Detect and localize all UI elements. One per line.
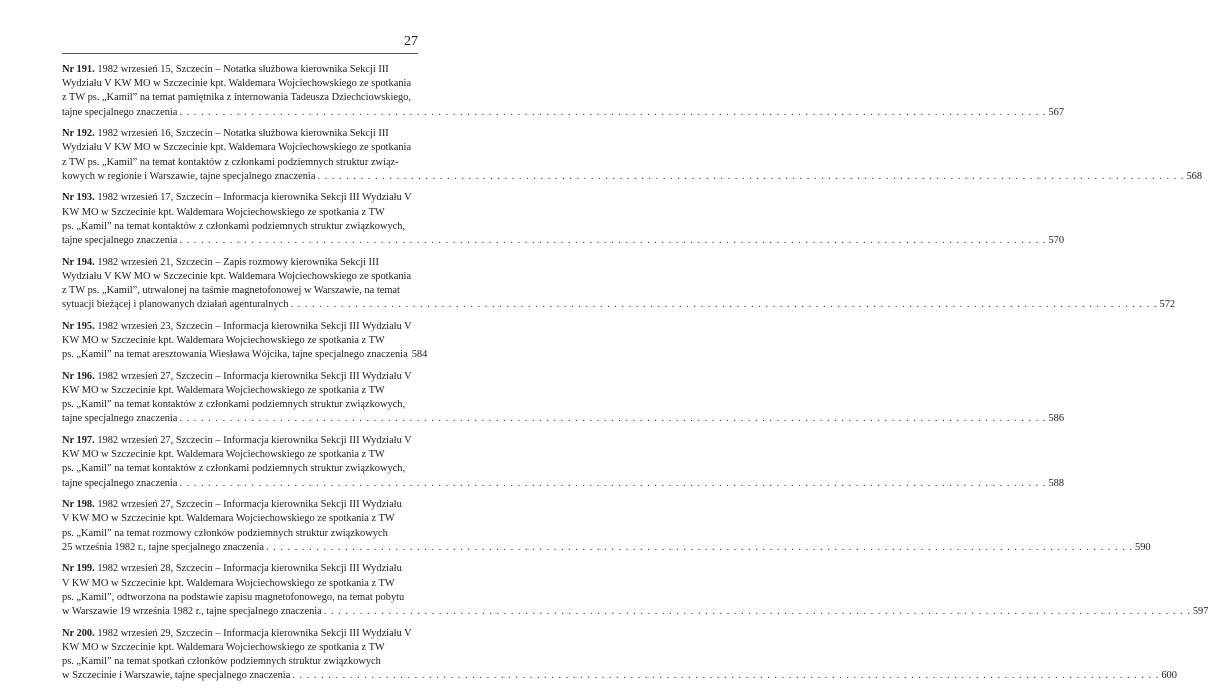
dot-leader: . . . . . . . . . . . . . . . . . . . . . . . . . . . . . . . . . . . . . . . . . . . . . . . . . . . . . . . . . . . . . . . . . . . . . . . . . . . . . . . . . . . . . . . . . . . . . . . . . . . . . . . . . . . . . . . . . . . . . . . . . (290, 299, 1158, 311)
toc-entry-text: w Szczecinie i Warszawie, tajne specjalnego znaczenia (62, 670, 291, 682)
toc-entry-text: ps. „Kamil” na temat kontaktów z członkami podziemnych struktur związkowych, (62, 399, 406, 411)
toc-entry-line (62, 591, 418, 605)
toc-entry-text: ps. „Kamil” na temat kontaktów z członkami podziemnych struktur związkowych, (62, 463, 406, 475)
toc-entry-text: V KW MO w Szczecinie kpt. Waldemara Wojciechowskiego ze spotkania z TW (62, 513, 395, 525)
toc-entry-text: Wydziału V KW MO w Szczecinie kpt. Waldemara Wojciechowskiego ze spotkania (62, 142, 412, 154)
dot-leader: . . . . . . . . . . . . . . . . . . . . . . . . . . . . . . . . . . . . . . . . . . . . . . . . . . . . . . . . . . . . . . . . . . . . . . . . . . . . . . . . . . . . . . . . . . . . . . . . . . . . . . . . . . . . . . . . . . . . . . . . . (179, 106, 1047, 118)
toc-page-number: 590 (1135, 541, 1151, 553)
toc-entry-text: z TW ps. „Kamil” na temat kontaktów z członkami podziemnych struktur związ- (62, 156, 399, 168)
toc-entry-text: ps. „Kamil”, odtworzona na podstawie zapisu magnetofonowego, na temat pobytu (62, 591, 405, 603)
document-number: Nr 195. (62, 320, 95, 332)
toc-entry-line (62, 562, 418, 576)
toc-entry-text: ps. „Kamil” na temat aresztowania Wiesława Wójcika, tajne specjalnego znaczenia (62, 349, 408, 361)
toc-entry-last-line (62, 605, 1208, 619)
page-number: 27 (404, 34, 418, 49)
toc-entry-text: w Warszawie 19 września 1982 r., tajne specjalnego znaczenia (62, 606, 322, 618)
toc-entry-text: 1982 wrzesień 17, Szczecin – Informacja kierownika Sekcji III Wydziału V (97, 192, 412, 204)
toc-entry-line (62, 334, 418, 348)
document-number: Nr 200. (62, 627, 95, 639)
toc-entry-text: ps. „Kamil” na temat rozmowy członków podziemnych struktur związkowych (62, 527, 388, 539)
dot-leader: . . . . . . . . . . . . . . . . . . . . . . . . . . . . . . . . . . . . . . . . . . . . . . . . . . . . . . . . . . . . . . . . . . . . . . . . . . . . . . . . . . . . . . . . . . . . . . . . . . . . . . . . . . . . . . . . . . . . . . . . . (265, 541, 1133, 553)
toc-entry-line (62, 512, 418, 526)
toc-entry-text: 1982 wrzesień 21, Szczecin – Zapis rozmowy kierownika Sekcji III (97, 256, 379, 268)
toc-entry-line (62, 191, 418, 205)
document-number: Nr 197. (62, 435, 95, 447)
dot-leader: . . . . . . . . . . . . . . . . . . . . . . . . . . . . . . . . . . . . . . . . . . . . . . . . . . . . . . . . . . . . . . . . . . . . . . . . . . . . . . . . . . . . . . . . . . . . . . . . . . . . . . . . . . . . . . . . . . . . . . . . . (317, 170, 1185, 182)
toc-entry (62, 562, 1208, 619)
toc-entry-last-line (62, 170, 1203, 184)
toc-entry-text: tajne specjalnego znaczenia (62, 477, 178, 489)
toc-entry-line (62, 448, 418, 462)
document-number: Nr 191. (62, 64, 95, 75)
toc-page-number: 586 (1048, 413, 1065, 425)
toc-entry-line (62, 655, 418, 669)
toc-entry-line (62, 434, 418, 448)
dot-leader: . . . . . . . . . . . . . . . . . . . . . . . . . . . . . . . . . . . . . . . . . . . . . . . . . . . . . . . . . . . . . . . . . . . . . . . . . . . . . . . . . . . . . . . . . . . . . . . . . . . . . . . . . . . . . . . . . . . . . . . . . (179, 413, 1047, 425)
toc-entry-line (62, 384, 418, 398)
toc-entry-text: KW MO w Szczecinie kpt. Waldemara Wojciechowskiego ze spotkania z TW (62, 641, 385, 653)
toc-entry-last-line (62, 298, 1176, 312)
toc-page-number: 568 (1186, 170, 1203, 182)
toc-entry-line (62, 627, 418, 641)
toc-entry-line (62, 91, 418, 105)
toc-entry-text: 1982 wrzesień 16, Szczecin – Notatka służbowa kierownika Sekcji III (97, 128, 389, 140)
toc-entry-line (62, 641, 418, 655)
toc-entry-line (62, 498, 418, 512)
toc-entry-last-line (62, 348, 428, 362)
document-number: Nr 196. (62, 370, 95, 382)
document-number: Nr 194. (62, 256, 95, 268)
document-number: Nr 199. (62, 563, 95, 575)
toc-page-number: 584 (411, 349, 428, 361)
toc-entry-text: KW MO w Szczecinie kpt. Waldemara Wojciechowskiego ze spotkania z TW (62, 206, 385, 218)
document-number: Nr 192. (62, 128, 95, 140)
toc-entry-text: 1982 wrzesień 23, Szczecin – Informacja kierownika Sekcji III Wydziału V (97, 320, 412, 332)
toc-entry (62, 256, 1176, 313)
header-rule (62, 53, 418, 54)
toc-entry-line (62, 156, 418, 170)
toc-entry-line (62, 206, 418, 220)
toc-entry-last-line (62, 234, 1065, 248)
dot-leader: . . . . . . . . . . . . . . . . . . . . . . . . . . . . . . . . . . . . . . . . . . . . . . . . . . . . . . . . . . . . . . . . . . . . . . . . . . . . . . . . . . . . . . . . . . . . . . . . . . . . . . . . . . . . . . . . . . . . . . . . . (323, 606, 1191, 618)
toc-entry-line (62, 127, 418, 141)
toc-entry-text: z TW ps. „Kamil”, utrwalonej na taśmie magnetofonowej w Warszawie, na temat (62, 285, 400, 297)
toc-entry-line (62, 527, 418, 541)
toc-entry-last-line (62, 412, 1065, 426)
toc-entry-last-line (62, 106, 1065, 120)
toc-entry-text: 1982 wrzesień 15, Szczecin – Notatka służbowa kierownika Sekcji III (97, 64, 389, 75)
toc-entry-text: tajne specjalnego znaczenia (62, 235, 178, 247)
table-of-contents (62, 63, 1208, 691)
toc-entry-text: KW MO w Szczecinie kpt. Waldemara Wojciechowskiego ze spotkania z TW (62, 449, 385, 461)
toc-entry-line (62, 370, 418, 384)
toc-entry-text: KW MO w Szczecinie kpt. Waldemara Wojciechowskiego ze spotkania z TW (62, 335, 385, 347)
toc-entry-text: 1982 wrzesień 29, Szczecin – Informacja kierownika Sekcji III Wydziału V (97, 627, 412, 639)
toc-entry-line (62, 462, 418, 476)
document-number: Nr 198. (62, 499, 95, 511)
toc-entry-text: 25 września 1982 r., tajne specjalnego znaczenia (62, 541, 264, 553)
toc-entry-text: z TW ps. „Kamil” na temat pamiętnika z internowania Tadeusza Dziechciowskiego, (62, 92, 411, 104)
toc-entry-text: 1982 wrzesień 27, Szczecin – Informacja kierownika Sekcji III Wydziału V (97, 435, 412, 447)
toc-entry-text: tajne specjalnego znaczenia (62, 106, 178, 118)
toc-entry-text: tajne specjalnego znaczenia (62, 413, 178, 425)
toc-page-number: 570 (1048, 235, 1065, 247)
toc-entry-line (62, 63, 418, 77)
toc-page-number: 597 (1192, 606, 1208, 618)
dot-leader: . . . . . . . . . . . . . . . . . . . . . . . . . . . . . . . . . . . . . . . . . . . . . . . . . . . . . . . . . . . . . . . . . . . . . . . . . . . . . . . . . . . . . . . . . . . . . . . . . . . . . . . . . . . . . . . . . . . . . . . . . (292, 670, 1160, 682)
toc-page-number: 588 (1048, 477, 1065, 489)
toc-page-number: 600 (1161, 670, 1177, 682)
toc-entry-last-line (62, 669, 1177, 683)
toc-entry-line (62, 284, 418, 298)
toc-entry-line (62, 270, 418, 284)
toc-page-number: 572 (1159, 299, 1176, 311)
toc-entry-text: Wydziału V KW MO w Szczecinie kpt. Waldemara Wojciechowskiego ze spotkania (62, 78, 412, 90)
toc-entry (62, 370, 1065, 427)
document-number: Nr 193. (62, 192, 95, 204)
toc-entry-text: 1982 wrzesień 28, Szczecin – Informacja kierownika Sekcji III Wydziału (97, 563, 402, 575)
toc-entry (62, 320, 428, 363)
toc-entry (62, 498, 1151, 555)
dot-leader: . . . . . . . . . . . . . . . . . . . . . . . . . . . . . . . . . . . . . . . . . . . . . . . . . . . . . . . . . . . . . . . . . . . . . . . . . . . . . . . . . . . . . . . . . . . . . . . . . . . . . . . . . . . . . . . . . . . . . . . . . (179, 477, 1047, 489)
toc-entry-line (62, 577, 418, 591)
toc-entry-text: ps. „Kamil” na temat kontaktów z członkami podziemnych struktur związkowych, (62, 220, 406, 232)
toc-entry-line (62, 220, 418, 234)
toc-entry-text: V KW MO w Szczecinie kpt. Waldemara Wojciechowskiego ze spotkania z TW (62, 577, 395, 589)
toc-entry-text: Wydziału V KW MO w Szczecinie kpt. Waldemara Wojciechowskiego ze spotkania (62, 270, 412, 282)
toc-entry-last-line (62, 477, 1065, 491)
toc-entry (62, 191, 1065, 248)
toc-entry (62, 434, 1065, 491)
toc-entry-line (62, 320, 418, 334)
toc-entry-line (62, 398, 418, 412)
toc-entry-text: sytuacji bieżącej i planowanych działań agenturalnych (62, 299, 289, 311)
toc-entry-line (62, 141, 418, 155)
toc-entry (62, 63, 1065, 120)
toc-entry-text: 1982 wrzesień 27, Szczecin – Informacja kierownika Sekcji III Wydziału V (97, 370, 412, 382)
toc-entry-text: kowych w regionie i Warszawie, tajne specjalnego znaczenia (62, 170, 316, 182)
toc-entry-text: ps. „Kamil” na temat spotkań członków podziemnych struktur związkowych (62, 656, 381, 668)
toc-entry-text: 1982 wrzesień 27, Szczecin – Informacja kierownika Sekcji III Wydziału (97, 499, 402, 511)
toc-entry-text: KW MO w Szczecinie kpt. Waldemara Wojciechowskiego ze spotkania z TW (62, 385, 385, 397)
toc-entry-last-line (62, 541, 1151, 555)
toc-entry-line (62, 77, 418, 91)
toc-entry (62, 127, 1203, 184)
toc-entry-line (62, 256, 418, 270)
toc-page-number: 567 (1048, 106, 1065, 118)
dot-leader: . . . . . . . . . . . . . . . . . . . . . . . . . . . . . . . . . . . . . . . . . . . . . . . . . . . . . . . . . . . . . . . . . . . . . . . . . . . . . . . . . . . . . . . . . . . . . . . . . . . . . . . . . . . . . . . . . . . . . . . . . (179, 235, 1047, 247)
toc-entry (62, 627, 1177, 684)
